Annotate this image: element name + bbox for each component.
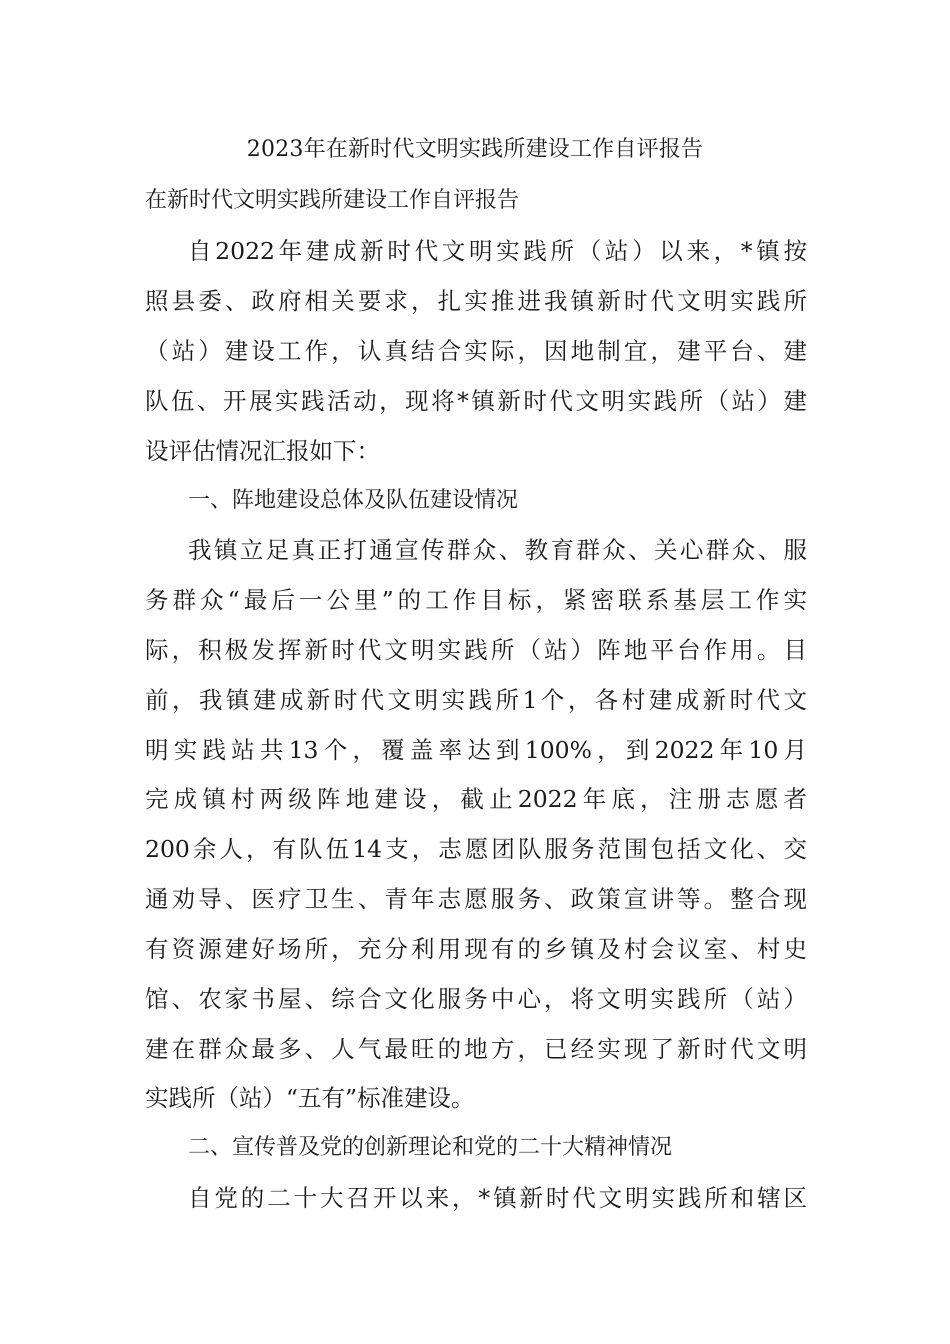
paragraph-line: 200余人，有队伍14支，志愿团队服务范围包括文化、交 [145,835,807,863]
paragraph-line: 我镇立足真正打通宣传群众、教育群众、关心群众、服 [188,536,807,564]
paragraph-line: 前，我镇建成新时代文明实践所1个，各村建成新时代文 [145,686,807,714]
paragraph-line: 自2022年建成新时代文明实践所（站）以来，*镇按 [188,237,807,265]
document-title: 2023年在新时代文明实践所建设工作自评报告 [246,137,704,162]
paragraph-line: （站）建设工作，认真结合实际，因地制宜，建平台、建 [145,337,807,365]
paragraph-line: 照县委、政府相关要求，扎实推进我镇新时代文明实践所 [145,287,807,315]
paragraph-line: 馆、农家书屋、综合文化服务中心，将文明实践所（站） [145,985,807,1013]
paragraph-line: 实践所（站）“五有”标准建设。 [145,1084,475,1112]
paragraph-line: 际，积极发挥新时代文明实践所（站）阵地平台作用。目 [145,636,807,664]
paragraph-line: 队伍、开展实践活动，现将*镇新时代文明实践所（站）建 [145,387,807,415]
document-subtitle: 在新时代文明实践所建设工作自评报告 [145,188,520,213]
section-heading: 一、阵地建设总体及队伍建设情况 [188,488,519,513]
paragraph-line: 有资源建好场所，充分利用现有的乡镇及村会议室、村史 [145,935,807,963]
paragraph-line: 自党的二十大召开以来，*镇新时代文明实践所和辖区 [188,1184,807,1212]
paragraph-line: 通劝导、医疗卫生、青年志愿服务、政策宣讲等。整合现 [145,885,807,913]
paragraph-line: 明实践站共13个，覆盖率达到100%，到2022年10月 [145,736,807,764]
paragraph-line: 完成镇村两级阵地建设，截止2022年底，注册志愿者 [145,785,807,813]
paragraph-line: 设评估情况汇报如下： [145,437,380,465]
paragraph-line: 建在群众最多、人气最旺的地方，已经实现了新时代文明 [145,1035,807,1063]
section-heading: 二、宣传普及党的创新理论和党的二十大精神情况 [188,1135,673,1160]
paragraph-line: 务群众“最后一公里”的工作目标，紧密联系基层工作实 [145,586,807,614]
